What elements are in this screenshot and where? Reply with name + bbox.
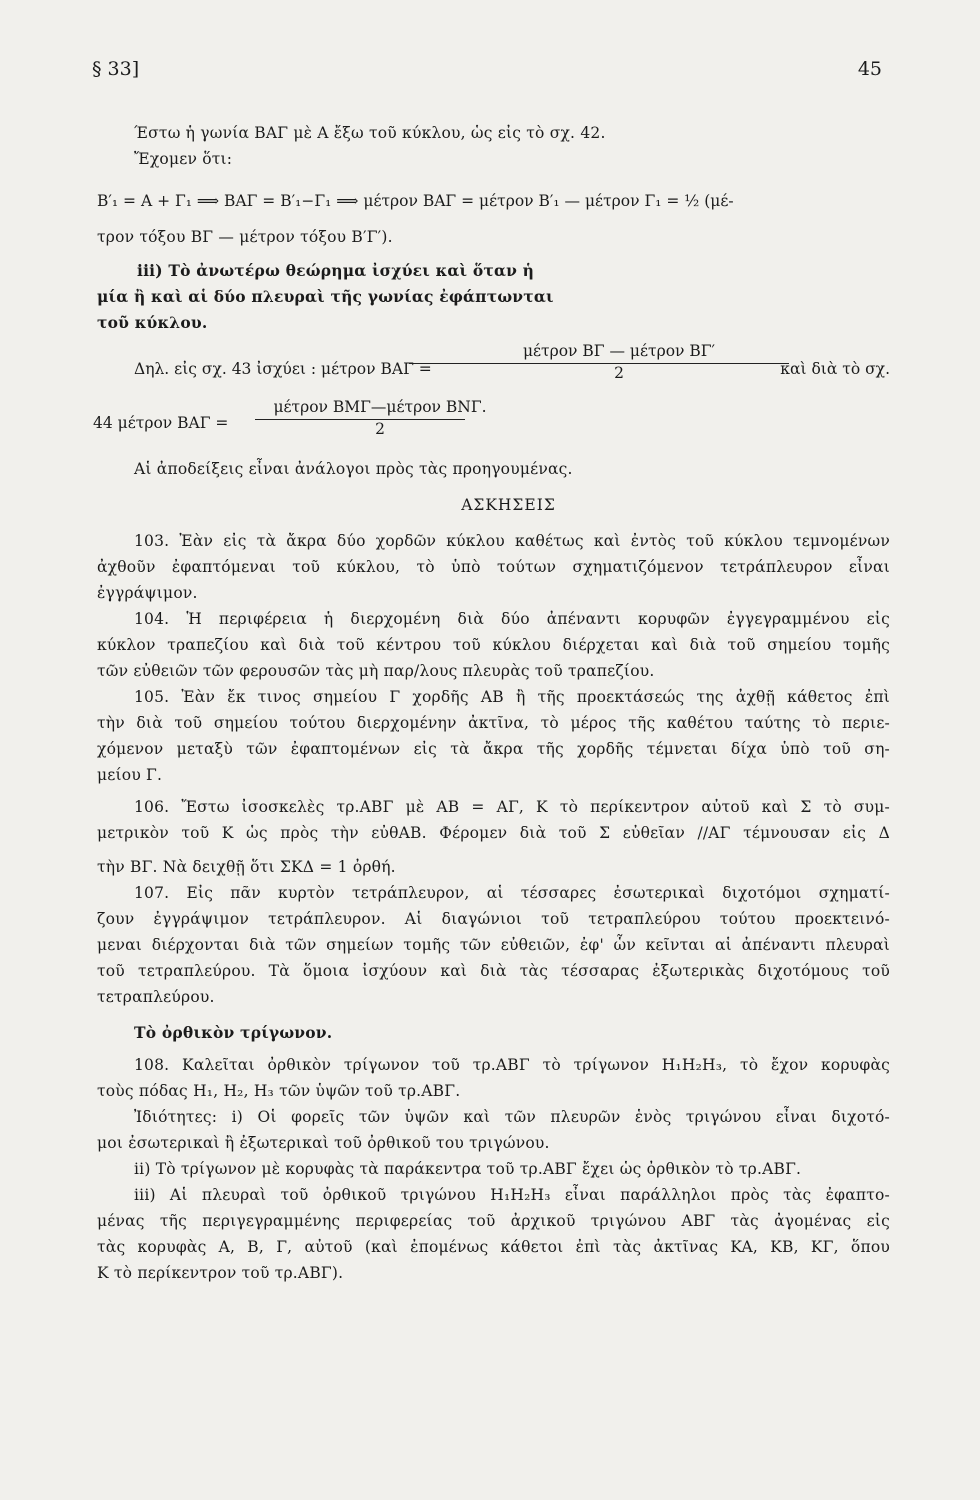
exercise-106-line: μετρικὸν τοῦ K ὡς πρὸς τὴν εὐθAB. Φέρομεν διὰ τοῦ Σ εὐθεῖαν //AΓ τέμνουσαν εἰς Δ — [97, 824, 890, 842]
fraction-numerator: μέτρον BMΓ—μέτρον BNΓ. — [273, 398, 487, 416]
page-header — [92, 58, 882, 86]
equation-rhs: καὶ διὰ τὸ σχ. — [780, 360, 890, 378]
exercise-105-line: 105. Ἐὰν ἔκ τινος σημείου Γ χορδῆς AB ἢ τῆς προεκτάσεώς της ἀχθῇ κάθετος ἐπὶ — [134, 688, 890, 706]
exercise-108-line: 108. Καλεῖται ὀρθικὸν τρίγωνον τοῦ τρ.ABΓ τὸ τρίγωνον H₁H₂H₃, τὸ ἔχον κορυφὰς — [134, 1056, 890, 1074]
exercises-heading: ΑΣΚΗΣΕΙΣ — [461, 496, 556, 514]
exercise-107-line: μεναι διέρχονται διὰ τῶν σημείων τομῆς τῶν εὐθειῶν, ἐφ' ὧν κεῖνται αἱ ἀπέναντι πλευραὶ — [97, 936, 890, 954]
exercise-103-line: ἐγγράψιμον. — [97, 584, 198, 602]
intro-line: Έστω ἡ γωνία BAΓ μὲ A ἔξω τοῦ κύκλου, ὡς εἰς τὸ σχ. 42. — [134, 124, 606, 142]
exercise-107-line: ζουν ἐγγράψιμον τετράπλευρον. Αἱ διαγώνιοι τοῦ τετραπλεύρου τούτου προεκτεινό- — [97, 910, 890, 928]
exercise-107-line: τετραπλεύρου. — [97, 988, 215, 1006]
intro-line: Ἔχομεν ὅτι: — [134, 150, 233, 168]
property-line: τὰς κορυφὰς A, B, Γ, αὐτοῦ (καὶ ἐπομένως κάθετοι ἐπὶ τὰς ἀκτῖνας KA, KB, KΓ, ὅπου — [97, 1238, 890, 1256]
fraction — [255, 396, 505, 438]
property-line: K τὸ περίκεντρον τοῦ τρ.ABΓ). — [97, 1264, 344, 1282]
equation-lhs: Δηλ. εἰς σχ. 43 ἰσχύει : μέτρον BAΓ = — [134, 360, 432, 378]
equation-fig44 — [93, 398, 890, 456]
exercise-105-line: τὴν διὰ τοῦ σημείου τούτου διερχομένην ἀκτῖνα, τὸ μέρος τῆς καθέτου ταύτης τὸ περιε- — [97, 714, 890, 732]
exercise-107-line: τοῦ τετραπλεύρου. Τὰ ὅμοια ἰσχύουν καὶ διὰ τὰς τέσσαρας ἐξωτερικὰς διχοτόμους τοῦ — [97, 962, 890, 980]
fraction-denominator: 2 — [375, 420, 385, 438]
exercise-106-line: τὴν BΓ. Νὰ δειχθῇ ὅτι ΣKΔ = 1 ὀρθή. — [97, 858, 396, 876]
property-line: iii) Αἱ πλευραὶ τοῦ ὀρθικοῦ τριγώνου H₁H₂H₃ εἶναι παράλληλοι πρὸς τὰς ἐφαπτο- — [134, 1186, 890, 1204]
exercise-104-line: τῶν εὐθειῶν τῶν φερουσῶν τὰς μὴ παρ/λους πλευρὰς τοῦ τραπεζίου. — [97, 662, 655, 680]
angle-formula: B′₁ = A + Γ₁ ⟹ BAΓ = B′₁−Γ₁ ⟹ μέτρον BAΓ = μέτρον B′₁ — μέτρον Γ₁ = ½ (μέ- — [97, 192, 734, 210]
property-line: Ἰδιότητες: i) Οἱ φορεῖς τῶν ὑψῶν καὶ τῶν πλευρῶν ἑνὸς τριγώνου εἶναι διχοτό- — [134, 1108, 890, 1126]
property-line: μένας τῆς περιγεγραμμένης περιφερείας τοῦ ἀρχικοῦ τριγώνου ABΓ τὰς ἀγομένας εἰς — [97, 1212, 890, 1230]
fraction — [409, 340, 829, 382]
fraction-denominator: 2 — [614, 364, 624, 382]
exercise-105-line: χόμενον μεταξὺ τῶν ἐφαπτομένων εἰς τὰ ἄκρα τῆς χορδῆς τέμνεται δίχα ὑπὸ τοῦ ση- — [97, 740, 890, 758]
property-line: μοι ἐσωτερικαὶ ἢ ἐξωτερικαὶ τοῦ ὀρθικοῦ του τριγώνου. — [97, 1134, 550, 1152]
section-marker: § 33] — [92, 58, 140, 80]
angle-formula-continuation: τρον τόξου BΓ — μέτρον τόξου B′Γ′). — [97, 228, 393, 246]
exercise-104-line: κύκλον τραπεζίου καὶ διὰ τοῦ κέντρου τοῦ κύκλου διέρχεται καὶ διὰ τοῦ σημείου τομῆς — [97, 636, 890, 654]
theorem-iii-line: τοῦ κύκλου. — [97, 313, 208, 332]
exercise-108-line: τοὺς πόδας H₁, H₂, H₃ τῶν ὑψῶν τοῦ τρ.ABΓ. — [97, 1082, 461, 1100]
equation-lhs: 44 μέτρον BAΓ = — [93, 414, 229, 432]
exercise-103-line: 103. Ἐὰν εἰς τὰ ἄκρα δύο χορδῶν κύκλου καθέτως καὶ ἐντὸς τοῦ κύκλου τεμνομένων — [134, 532, 890, 550]
orthic-triangle-heading: Τὸ ὀρθικὸν τρίγωνον. — [134, 1023, 333, 1042]
page-body — [93, 120, 890, 1286]
exercise-105-line: μείου Γ. — [97, 766, 163, 784]
equation-fig43 — [97, 336, 890, 400]
page-number: 45 — [857, 58, 882, 80]
exercise-107-line: 107. Εἰς πᾶν κυρτὸν τετράπλευρον, αἱ τέσσαρες ἐσωτερικαὶ διχοτόμοι σχηματί- — [134, 884, 890, 902]
exercise-104-line: 104. Ἡ περιφέρεια ἡ διερχομένη διὰ δύο ἀπέναντι κορυφῶν ἐγγεγραμμένου εἰς — [134, 610, 890, 628]
theorem-iii-line: μία ἢ καὶ αἱ δύο πλευραὶ τῆς γωνίας ἐφάπτωνται — [97, 287, 554, 306]
property-line: ii) Τὸ τρίγωνον μὲ κορυφὰς τὰ παράκεντρα τοῦ τρ.ABΓ ἔχει ὡς ὀρθικὸν τὸ τρ.ABΓ. — [134, 1160, 802, 1178]
exercise-106-line: 106. Ἔστω ἰσοσκελὲς τρ.ABΓ μὲ AB = AΓ, K τὸ περίκεντρον αὐτοῦ καὶ Σ τὸ συμ- — [134, 798, 890, 816]
theorem-iii-line: iii) Τὸ ἀνωτέρω θεώρημα ἰσχύει καὶ ὅταν ἡ — [137, 261, 535, 280]
proofs-note: Αἱ ἀποδείξεις εἶναι ἀνάλογοι πρὸς τὰς προηγουμένας. — [134, 460, 573, 478]
fraction-numerator: μέτρον BΓ — μέτρον BΓ′ — [522, 342, 716, 360]
exercise-103-line: ἀχθοῦν ἐφαπτόμεναι τοῦ κύκλου, τὸ ὑπὸ τούτων σχηματιζόμενον τετράπλευρον εἶναι — [97, 558, 890, 576]
